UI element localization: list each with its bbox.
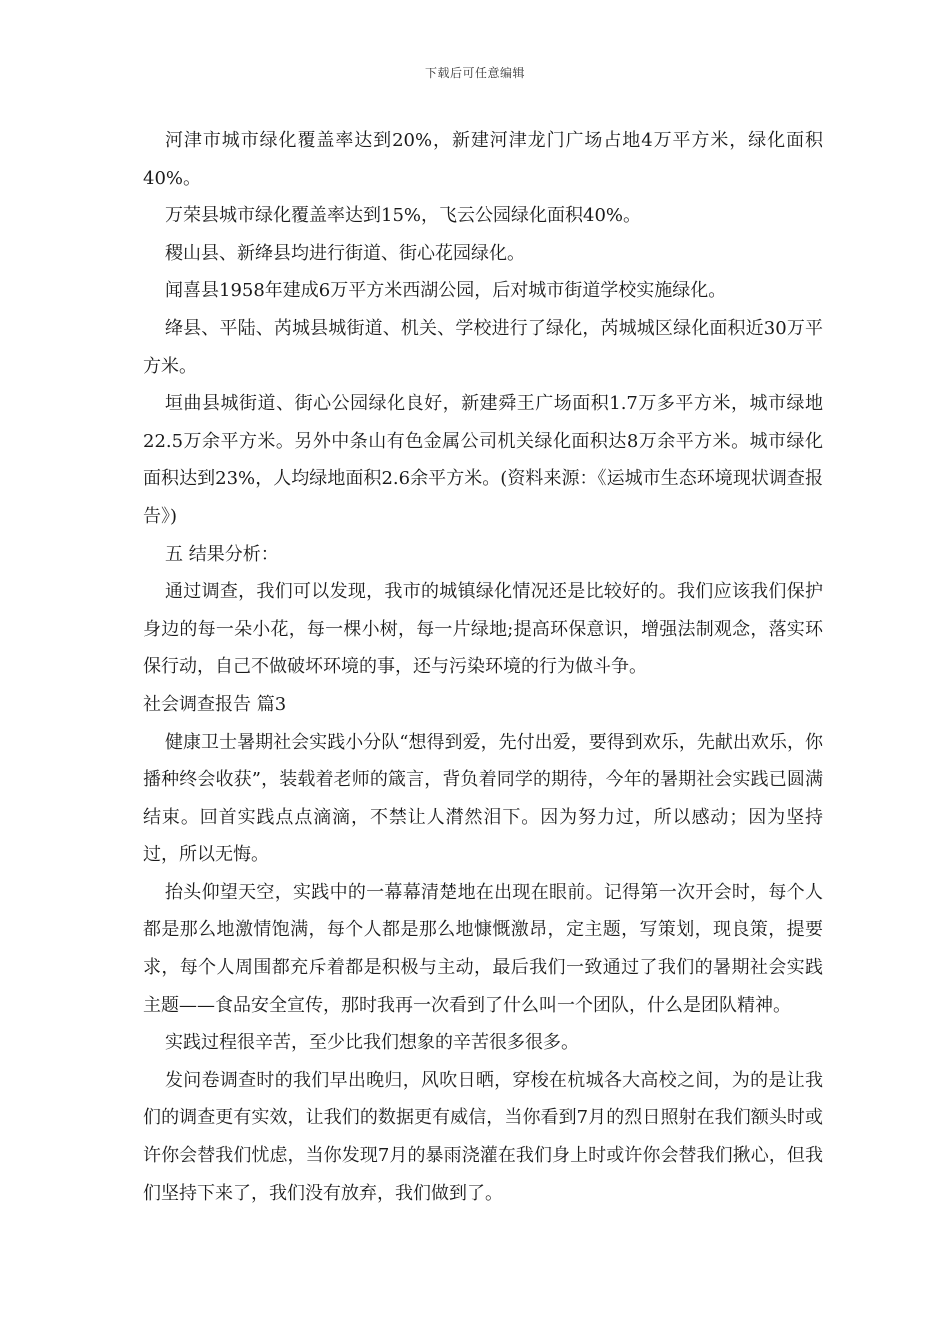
paragraph: 发问卷调查时的我们早出晚归，风吹日晒，穿梭在杭城各大高校之间，为的是让我们的调查更有实效，让我们的数据更有威信，当你看到7月的烈日照射在我们额头时或许你会替我们忧虑，当你发现7月的暴雨浇灌在我们身上时或许你会替我们揪心，但我们坚持下来了，我们没有放弃，我们做到了。 [143, 1069, 823, 1204]
paragraph: 实践过程很辛苦，至少比我们想象的辛苦很多很多。 [165, 1032, 579, 1054]
paragraph: 绛县、平陆、芮城县城街道、机关、学校进行了绿化，芮城城区绿化面积近30万平方米。 [143, 317, 823, 377]
section-heading: 五 结果分析： [165, 543, 279, 565]
paragraph: 健康卫士暑期社会实践小分队“想得到爱，先付出爱，要得到欢乐，先献出欢乐，你播种终会收获”，装载着老师的箴言，背负着同学的期待，今年的暑期社会实践已圆满结束。回首实践点点滴滴，不禁让人潸然泪下。因为努力过，所以感动；因为坚持过，所以无悔。 [143, 731, 823, 866]
page-header: 下载后可任意编辑 [424, 66, 525, 80]
section-title: 社会调查报告 篇3 [143, 693, 287, 715]
paragraph: 万荣县城市绿化覆盖率达到15%，飞云公园绿化面积40%。 [165, 205, 642, 227]
paragraph: 通过调查，我们可以发现，我市的城镇绿化情况还是比较好的。我们应该我们保护身边的每一朵小花，每一棵小树，每一片绿地;提高环保意识，增强法制观念，落实环保行动，自己不做破坏环境的事，还与污染环境的行为做斗争。 [143, 581, 823, 678]
document-body [143, 122, 823, 1212]
paragraph: 河津市城市绿化覆盖率达到20%，新建河津龙门广场占地4万平方米，绿化面积40%。 [143, 130, 823, 189]
paragraph: 垣曲县城街道、街心公园绿化良好，新建舜王广场面积1.7万多平方米，城市绿地22.5万余平方米。另外中条山有色金属公司机关绿化面积达8万余平方米。城市绿化面积达到23%，人均绿地面积2.6余平方米。(资料来源：《运城市生态环境现状调查报告》) [143, 393, 823, 527]
paragraph: 闻喜县1958年建成6万平方米西湖公园，后对城市街道学校实施绿化。 [165, 280, 727, 302]
paragraph: 稷山县、新绛县均进行街道、街心花园绿化。 [165, 242, 525, 264]
paragraph: 抬头仰望天空，实践中的一幕幕清楚地在出现在眼前。记得第一次开会时，每个人都是那么地激情饱满，每个人都是那么地慷慨激昂，定主题，写策划，现良策，提要求，每个人周围都充斥着都是积极与主动，最后我们一致通过了我们的暑期社会实践主题——食品安全宣传，那时我再一次看到了什么叫一个团队，什么是团队精神。 [143, 881, 823, 1016]
